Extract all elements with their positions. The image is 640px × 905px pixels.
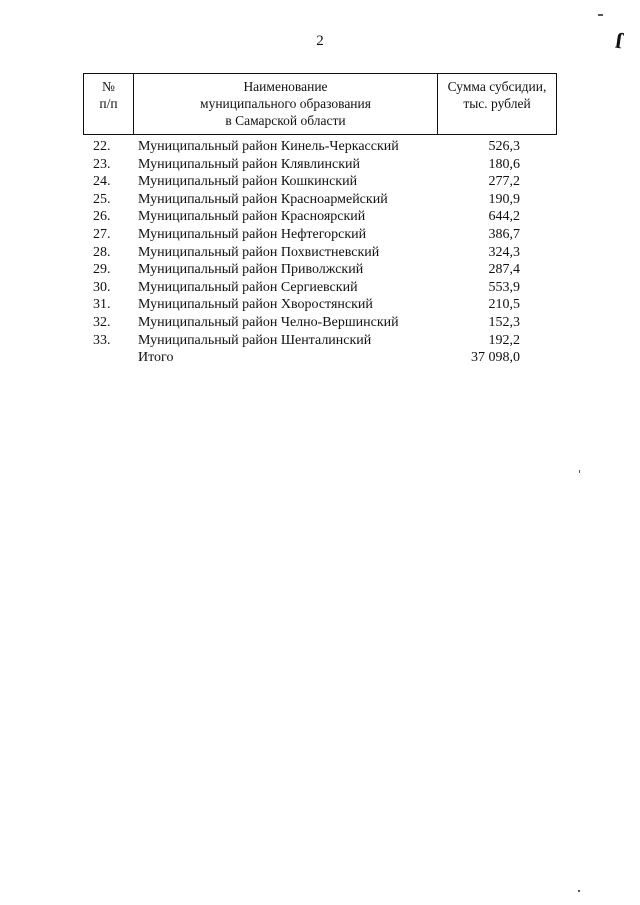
row-number: 30. [93,279,111,295]
row-value: 386,7 [488,226,520,242]
row-number: 24. [93,174,111,190]
row-number: 28. [93,244,111,260]
header-sum-line: тыс. рублей [463,96,531,111]
row-name: Муниципальный район Приволжский [138,262,364,278]
row-value: 152,3 [488,314,520,330]
row-number: 33. [93,332,111,348]
header-name-line: Наименование [243,79,328,94]
row-value: 644,2 [488,209,520,225]
header-sum-cell [438,74,556,134]
table-header [83,73,557,135]
table-row [0,208,640,226]
table-row [0,261,640,279]
table-row [0,279,640,297]
table-row [0,156,640,174]
row-value: 192,2 [488,332,520,348]
row-number: 25. [93,191,111,207]
header-number-line: п/п [99,96,118,111]
table-row [0,244,640,262]
table-row [0,314,640,332]
row-value: 526,3 [488,139,520,154]
table-row [0,138,640,156]
margin-mark: ſ [614,27,624,54]
header-name-line: муниципального образования [200,96,371,111]
table-row [0,296,640,314]
row-value: 553,9 [488,279,520,295]
row-number: 27. [93,226,111,242]
row-number: 23. [93,156,111,172]
scan-speck [579,470,580,473]
row-value: 287,4 [488,262,520,278]
row-name: Муниципальный район Сергиевский [138,279,358,295]
total-row [0,349,640,367]
table-row [0,173,640,191]
row-value: 190,9 [488,191,520,207]
scan-speck [598,14,603,16]
row-number: 26. [93,209,111,225]
table-row [0,226,640,244]
row-name: Муниципальный район Челно-Вершинский [138,314,399,330]
row-name: Муниципальный район Похвистневский [138,244,380,260]
row-value: 324,3 [488,244,520,260]
header-number-line: № [102,79,115,94]
row-name: Муниципальный район Хворостянский [138,297,373,313]
row-value: 210,5 [488,297,520,313]
row-name: Муниципальный район Клявлинский [138,156,361,172]
table-row [0,332,640,350]
scan-speck [578,890,580,892]
row-value: 180,6 [488,156,520,172]
row-name: Муниципальный район Красноярский [138,209,366,225]
row-number: 29. [93,262,111,278]
row-number: 32. [93,314,111,330]
row-number: 22. [93,139,111,154]
row-name: Муниципальный район Кинель-Черкасский [138,139,399,154]
row-value: 277,2 [488,174,520,190]
table-row [0,191,640,209]
page-number: 2 [316,33,324,49]
table-body [0,138,640,367]
total-value: 37 098,0 [471,350,520,366]
header-name-cell [134,74,438,134]
row-name: Муниципальный район Кошкинский [138,174,358,190]
row-number: 31. [93,297,111,313]
row-name: Муниципальный район Красноармейский [138,191,388,207]
row-name: Муниципальный район Шенталинский [138,332,372,348]
header-sum-line: Сумма субсидии, [447,79,547,94]
row-name: Муниципальный район Нефтегорский [138,226,367,242]
total-label: Итого [138,350,174,366]
header-number-cell [84,74,134,134]
header-name-line: в Самарской области [225,113,346,128]
